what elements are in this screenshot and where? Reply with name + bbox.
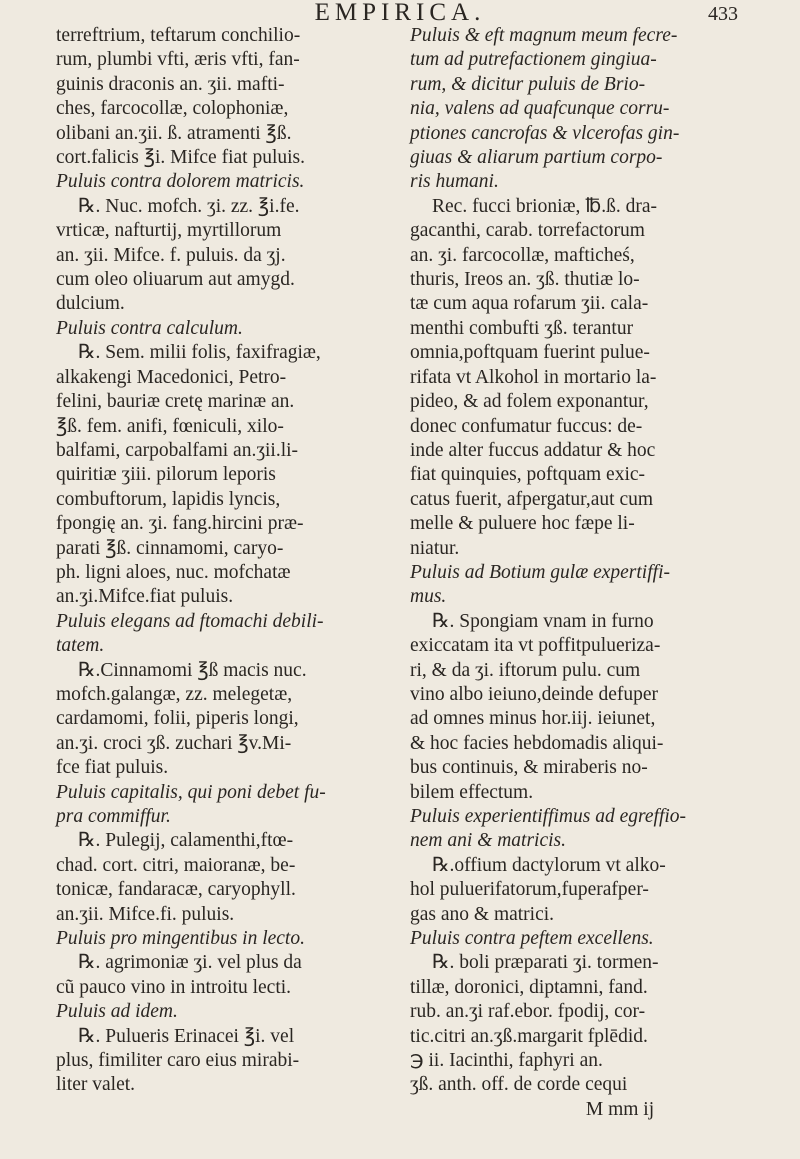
text-line: combuftorum, lapidis lyncis,: [56, 488, 281, 510]
paragraph: [410, 610, 740, 805]
text-line: giuas & aliarum partium corpo-: [410, 147, 663, 169]
section-heading: [56, 781, 368, 830]
section-heading: [56, 170, 368, 194]
text-line: thuris, Ireos an. ʒß. thutiæ lo-: [410, 269, 640, 291]
paragraph: [56, 1025, 368, 1098]
paragraph: [410, 195, 740, 561]
text-line: menthi combufti ʒß. terantur: [410, 317, 634, 339]
text-line: hol puluerifatorum,fuperafper-: [410, 879, 649, 901]
text-line: tic.citri an.ʒß.margarit fplēdid.: [410, 1025, 648, 1047]
text-line: an. ʒii. Mifce. f. puluis. da ʒj.: [56, 244, 286, 266]
section-heading: [410, 927, 740, 951]
text-line: ris humani.: [410, 171, 499, 193]
section-heading: [56, 927, 368, 951]
text-line: tum ad putrefactionem gingiua-: [410, 49, 657, 71]
text-line: alkakengi Macedonici, Petro-: [56, 366, 287, 388]
text-line: liter valet.: [56, 1074, 136, 1096]
section-heading: [410, 561, 740, 610]
text-line: tillæ, doronici, diptamni, fand.: [410, 976, 648, 998]
text-line: cũ pauco vino in introitu lecti.: [56, 976, 292, 998]
text-line: ches, farcocollæ, colophoniæ,: [56, 98, 289, 120]
paragraph: [56, 829, 368, 927]
signature-mark: [410, 1098, 740, 1122]
text-line: omnia,poftquam fuerint pulue-: [410, 342, 650, 364]
paragraph: [56, 24, 368, 170]
text-line: Puluis contra peftem excellens.: [410, 928, 654, 950]
page-number: 433: [708, 3, 738, 25]
text-line: tatem.: [56, 635, 105, 657]
text-line: cort.falicis ℥i. Mifce fiat puluis.: [56, 147, 305, 169]
text-line: rub. an.ʒi raf.ebor. fpodij, cor-: [410, 1001, 646, 1023]
text-line: Puluis experientiffimus ad egreffio-: [410, 806, 687, 827]
text-line: felini, bauriæ cretę marinæ an.: [56, 391, 295, 413]
text-line: olibani an.ʒii. ß. atramenti ℥ß.: [56, 122, 292, 144]
text-line: ad omnes minus hor.iij. ieiunet,: [410, 708, 656, 730]
text-line: tæ cum aqua rofarum ʒii. cala-: [410, 293, 649, 315]
text-line: rum, & dicitur puluis de Brio-: [410, 73, 646, 95]
text-line: balfami, carpobalfami an.ʒii.li-: [56, 439, 299, 461]
text-line: an.ʒii. Mifce.fi. puluis.: [56, 903, 235, 925]
text-line: catus fuerit, afpergatur,aut cum: [410, 488, 654, 510]
text-line: pideo, & ad folem exponantur,: [410, 391, 649, 413]
text-line: melle & puluere hoc fæpe li-: [410, 513, 635, 535]
text-line: quiritiæ ʒiii. pilorum leporis: [56, 464, 276, 486]
text-line: pra commiffur.: [56, 806, 171, 827]
text-line: ℈ ii. Iacinthi, faphyri an.: [410, 1050, 603, 1072]
text-line: gacanthi, carab. torrefactorum: [410, 220, 645, 242]
paragraph: [56, 951, 368, 1000]
text-line: Puluis capitalis, qui poni debet fu-: [56, 781, 326, 803]
text-line: Puluis ad Botium gulæ expertiffi-: [410, 561, 670, 583]
section-heading: [410, 24, 740, 195]
text-line: Puluis elegans ad ftomachi debili-: [56, 610, 324, 632]
text-line: ℞. Pulegij, calamenthi,ftœ-: [78, 830, 294, 852]
text-line: plus, fimiliter caro eius mirabi-: [56, 1050, 300, 1072]
text-line: vino albo ieiuno,deinde defuper: [410, 683, 659, 705]
text-line: ptiones cancrofas & vlcerofas gin-: [410, 122, 680, 144]
text-line: Puluis & eft magnum meum fecre-: [410, 25, 678, 46]
paragraph: [56, 659, 368, 781]
text-line: ℞. Pulueris Erinacei ℥i. vel: [78, 1025, 295, 1047]
text-line: guinis draconis an. ʒii. mafti-: [56, 73, 285, 95]
text-line: rifata vt Alkohol in mortario la-: [410, 366, 657, 388]
text-line: ℞. agrimoniæ ʒi. vel plus da: [78, 952, 302, 974]
text-line: ʒß. anth. off. de corde cequi: [410, 1074, 628, 1096]
text-line: ℞. Sem. milii folis, faxifragiæ,: [78, 342, 321, 364]
text-line: an.ʒi.Mifce.fiat puluis.: [56, 586, 234, 608]
text-line: Puluis pro mingentibus in lecto.: [56, 928, 305, 950]
text-line: rum, plumbi vfti, æris vfti, fan-: [56, 49, 300, 71]
right-column: [410, 24, 740, 1122]
text-line: ℞. Spongiam vnam in furno: [432, 610, 654, 632]
text-line: ℞. boli præparati ʒi. tormen-: [432, 952, 659, 974]
text-line: Rec. fucci brioniæ, ℔.ß. dra-: [432, 195, 657, 217]
text-line: fce fiat puluis.: [56, 757, 169, 779]
text-line: nia, valens ad quafcunque corru-: [410, 98, 670, 120]
text-line: gas ano & matrici.: [410, 903, 555, 925]
text-line: mofch.galangæ, zz. melegetæ,: [56, 683, 293, 705]
text-line: ℥ß. fem. anifi, fœniculi, xilo-: [56, 415, 284, 437]
paragraph: [410, 951, 740, 1097]
text-line: vrticæ, nafturtij, myrtillorum: [56, 220, 282, 242]
text-line: nem ani & matricis.: [410, 830, 566, 852]
text-line: ph. ligni aloes, nuc. mofchatæ: [56, 561, 291, 583]
text-line: dulcium.: [56, 293, 125, 315]
text-line: niatur.: [410, 537, 460, 559]
text-line: parati ℥ß. cinnamomi, caryo-: [56, 537, 284, 559]
text-line: Puluis contra calculum.: [56, 317, 243, 339]
text-line: ℞. Nuc. mofch. ʒi. zz. ℥i.fe.: [78, 195, 300, 217]
text-line: & hoc facies hebdomadis aliqui-: [410, 732, 664, 754]
text-line: ℞.Cinnamomi ℥ß macis nuc.: [78, 659, 307, 681]
section-heading: [56, 610, 368, 659]
text-line: bus continuis, & miraberis no-: [410, 757, 648, 779]
section-heading: [56, 1000, 368, 1024]
section-heading: [410, 805, 740, 854]
text-line: cardamomi, folii, piperis longi,: [56, 708, 299, 730]
text-line: donec confumatur fuccus: de-: [410, 415, 643, 437]
running-title: EMPIRICA.: [314, 0, 486, 26]
text-line: fiat quinquies, poftquam exic-: [410, 464, 646, 486]
text-line: ri, & da ʒi. iftorum pulu. cum: [410, 659, 641, 681]
text-line: tonicæ, fandaracæ, caryophyll.: [56, 879, 296, 901]
text-line: fpongię an. ʒi. fang.hircini præ-: [56, 513, 304, 535]
text-line: terreftrium, teftarum conchilio-: [56, 25, 301, 46]
paragraph: [56, 341, 368, 609]
text-line: chad. cort. citri, maioranæ, be-: [56, 854, 296, 876]
text-line: mus.: [410, 586, 447, 608]
text-line: ℞.offium dactylorum vt alko-: [432, 854, 666, 876]
text-line: Puluis ad idem.: [56, 1001, 178, 1023]
left-column: [56, 24, 368, 1098]
section-heading: [56, 317, 368, 341]
text-line: cum oleo oliuarum aut amygd.: [56, 269, 295, 291]
paragraph: [410, 854, 740, 927]
text-line: an. ʒi. farcocollæ, mafticheś,: [410, 244, 635, 266]
text-line: bilem effectum.: [410, 781, 534, 803]
text-line: exiccatam ita vt poffitpulueriza-: [410, 635, 661, 657]
text-line: M mm ij: [585, 1098, 655, 1120]
paragraph: [56, 195, 368, 317]
text-line: inde alter fuccus addatur & hoc: [410, 439, 656, 461]
text-line: an.ʒi. croci ʒß. zuchari ℥v.Mi-: [56, 732, 292, 754]
text-line: Puluis contra dolorem matricis.: [56, 171, 305, 193]
